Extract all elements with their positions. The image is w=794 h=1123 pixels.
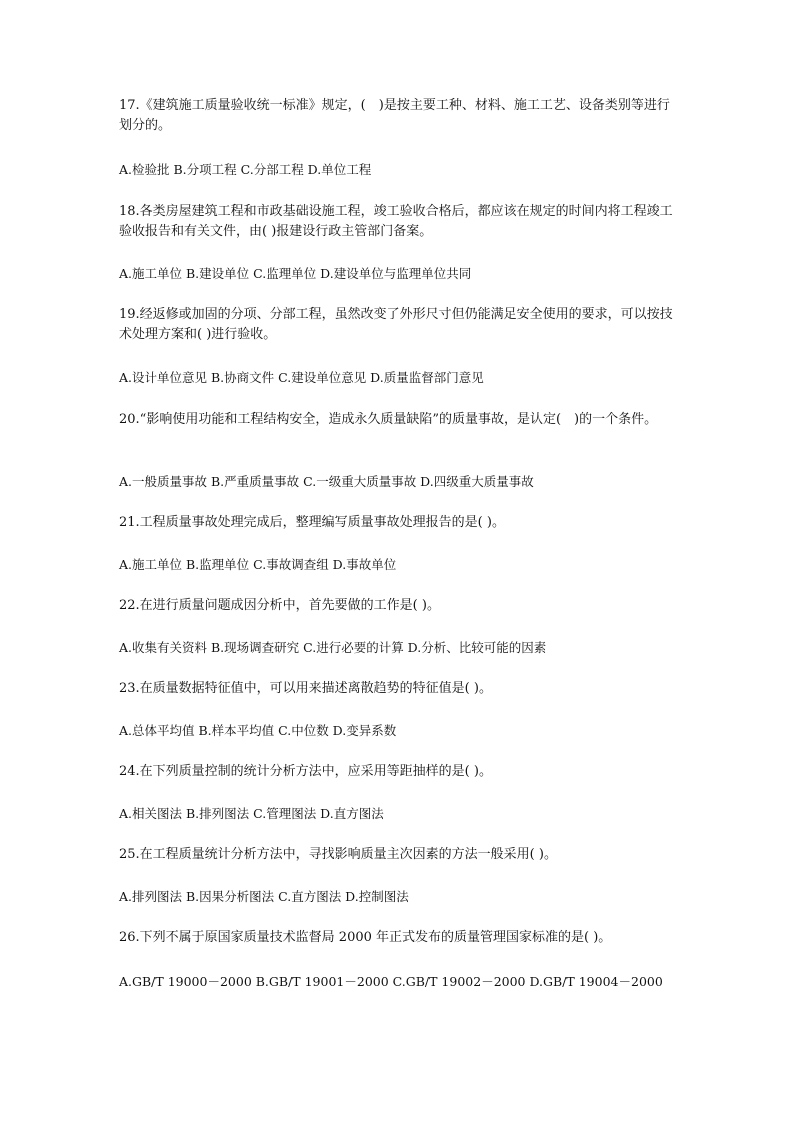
question-22-stem: 22.在进行质量问题成因分析中，首先要做的工作是( )。 [119, 598, 440, 613]
question-20-options: A.一般质量事故 B.严重质量事故 C.一级重大质量事故 D.四级重大质量事故 [119, 474, 534, 489]
question-20-stem: 20.“影响使用功能和工程结构安全，造成永久质量缺陷”的质量事故，是认定( )的一个条件。 [119, 412, 658, 427]
question-17-stem: 17.《建筑施工质量验收统一标准》规定，( )是按主要工种、材料、施工工艺、设备类别等进行划分的。 [119, 98, 670, 133]
question-22-options: A.收集有关资料 B.现场调查研究 C.进行必要的计算 D.分析、比较可能的因素 [119, 640, 547, 655]
question-21-stem: 21.工程质量事故处理完成后，整理编写质量事故处理报告的是( )。 [119, 515, 505, 530]
question-18-options: A.施工单位 B.建设单位 C.监理单位 D.建设单位与监理单位共同 [119, 266, 472, 281]
question-18-stem: 18.各类房屋建筑工程和市政基础设施工程，竣工验收合格后，都应该在规定的时间内将工程竣工验收报告和有关文件，由( )报建设行政主管部门备案。 [119, 204, 673, 239]
question-17-options: A.检验批 B.分项工程 C.分部工程 D.单位工程 [119, 162, 372, 177]
question-25-stem: 25.在工程质量统计分析方法中，寻找影响质量主次因素的方法一般采用( )。 [119, 847, 557, 862]
question-25-options: A.排列图法 B.因果分析图法 C.直方图法 D.控制图法 [119, 889, 409, 904]
question-26-stem: 26.下列不属于原国家质量技术监督局 2000 年正式发布的质量管理国家标准的是( )。 [119, 930, 612, 945]
question-26-options: A.GB/T 19000－2000 B.GB/T 19001－2000 C.GB/T 19002－2000 D.GB/T 19004－2000 [119, 974, 663, 989]
question-24-stem: 24.在下列质量控制的统计分析方法中，应采用等距抽样的是( )。 [119, 764, 492, 779]
question-19-stem: 19.经返修或加固的分项、分部工程，虽然改变了外形尺寸但仍能满足安全使用的要求，可以按技术处理方案和( )进行验收。 [119, 307, 673, 342]
question-19-options: A.设计单位意见 B.协商文件 C.建设单位意见 D.质量监督部门意见 [119, 370, 484, 385]
question-21-options: A.施工单位 B.监理单位 C.事故调查组 D.事故单位 [119, 557, 397, 572]
question-23-stem: 23.在质量数据特征值中，可以用来描述离散趋势的特征值是( )。 [119, 681, 492, 696]
question-23-options: A.总体平均值 B.样本平均值 C.中位数 D.变异系数 [119, 723, 397, 738]
question-24-options: A.相关图法 B.排列图法 C.管理图法 D.直方图法 [119, 806, 384, 821]
